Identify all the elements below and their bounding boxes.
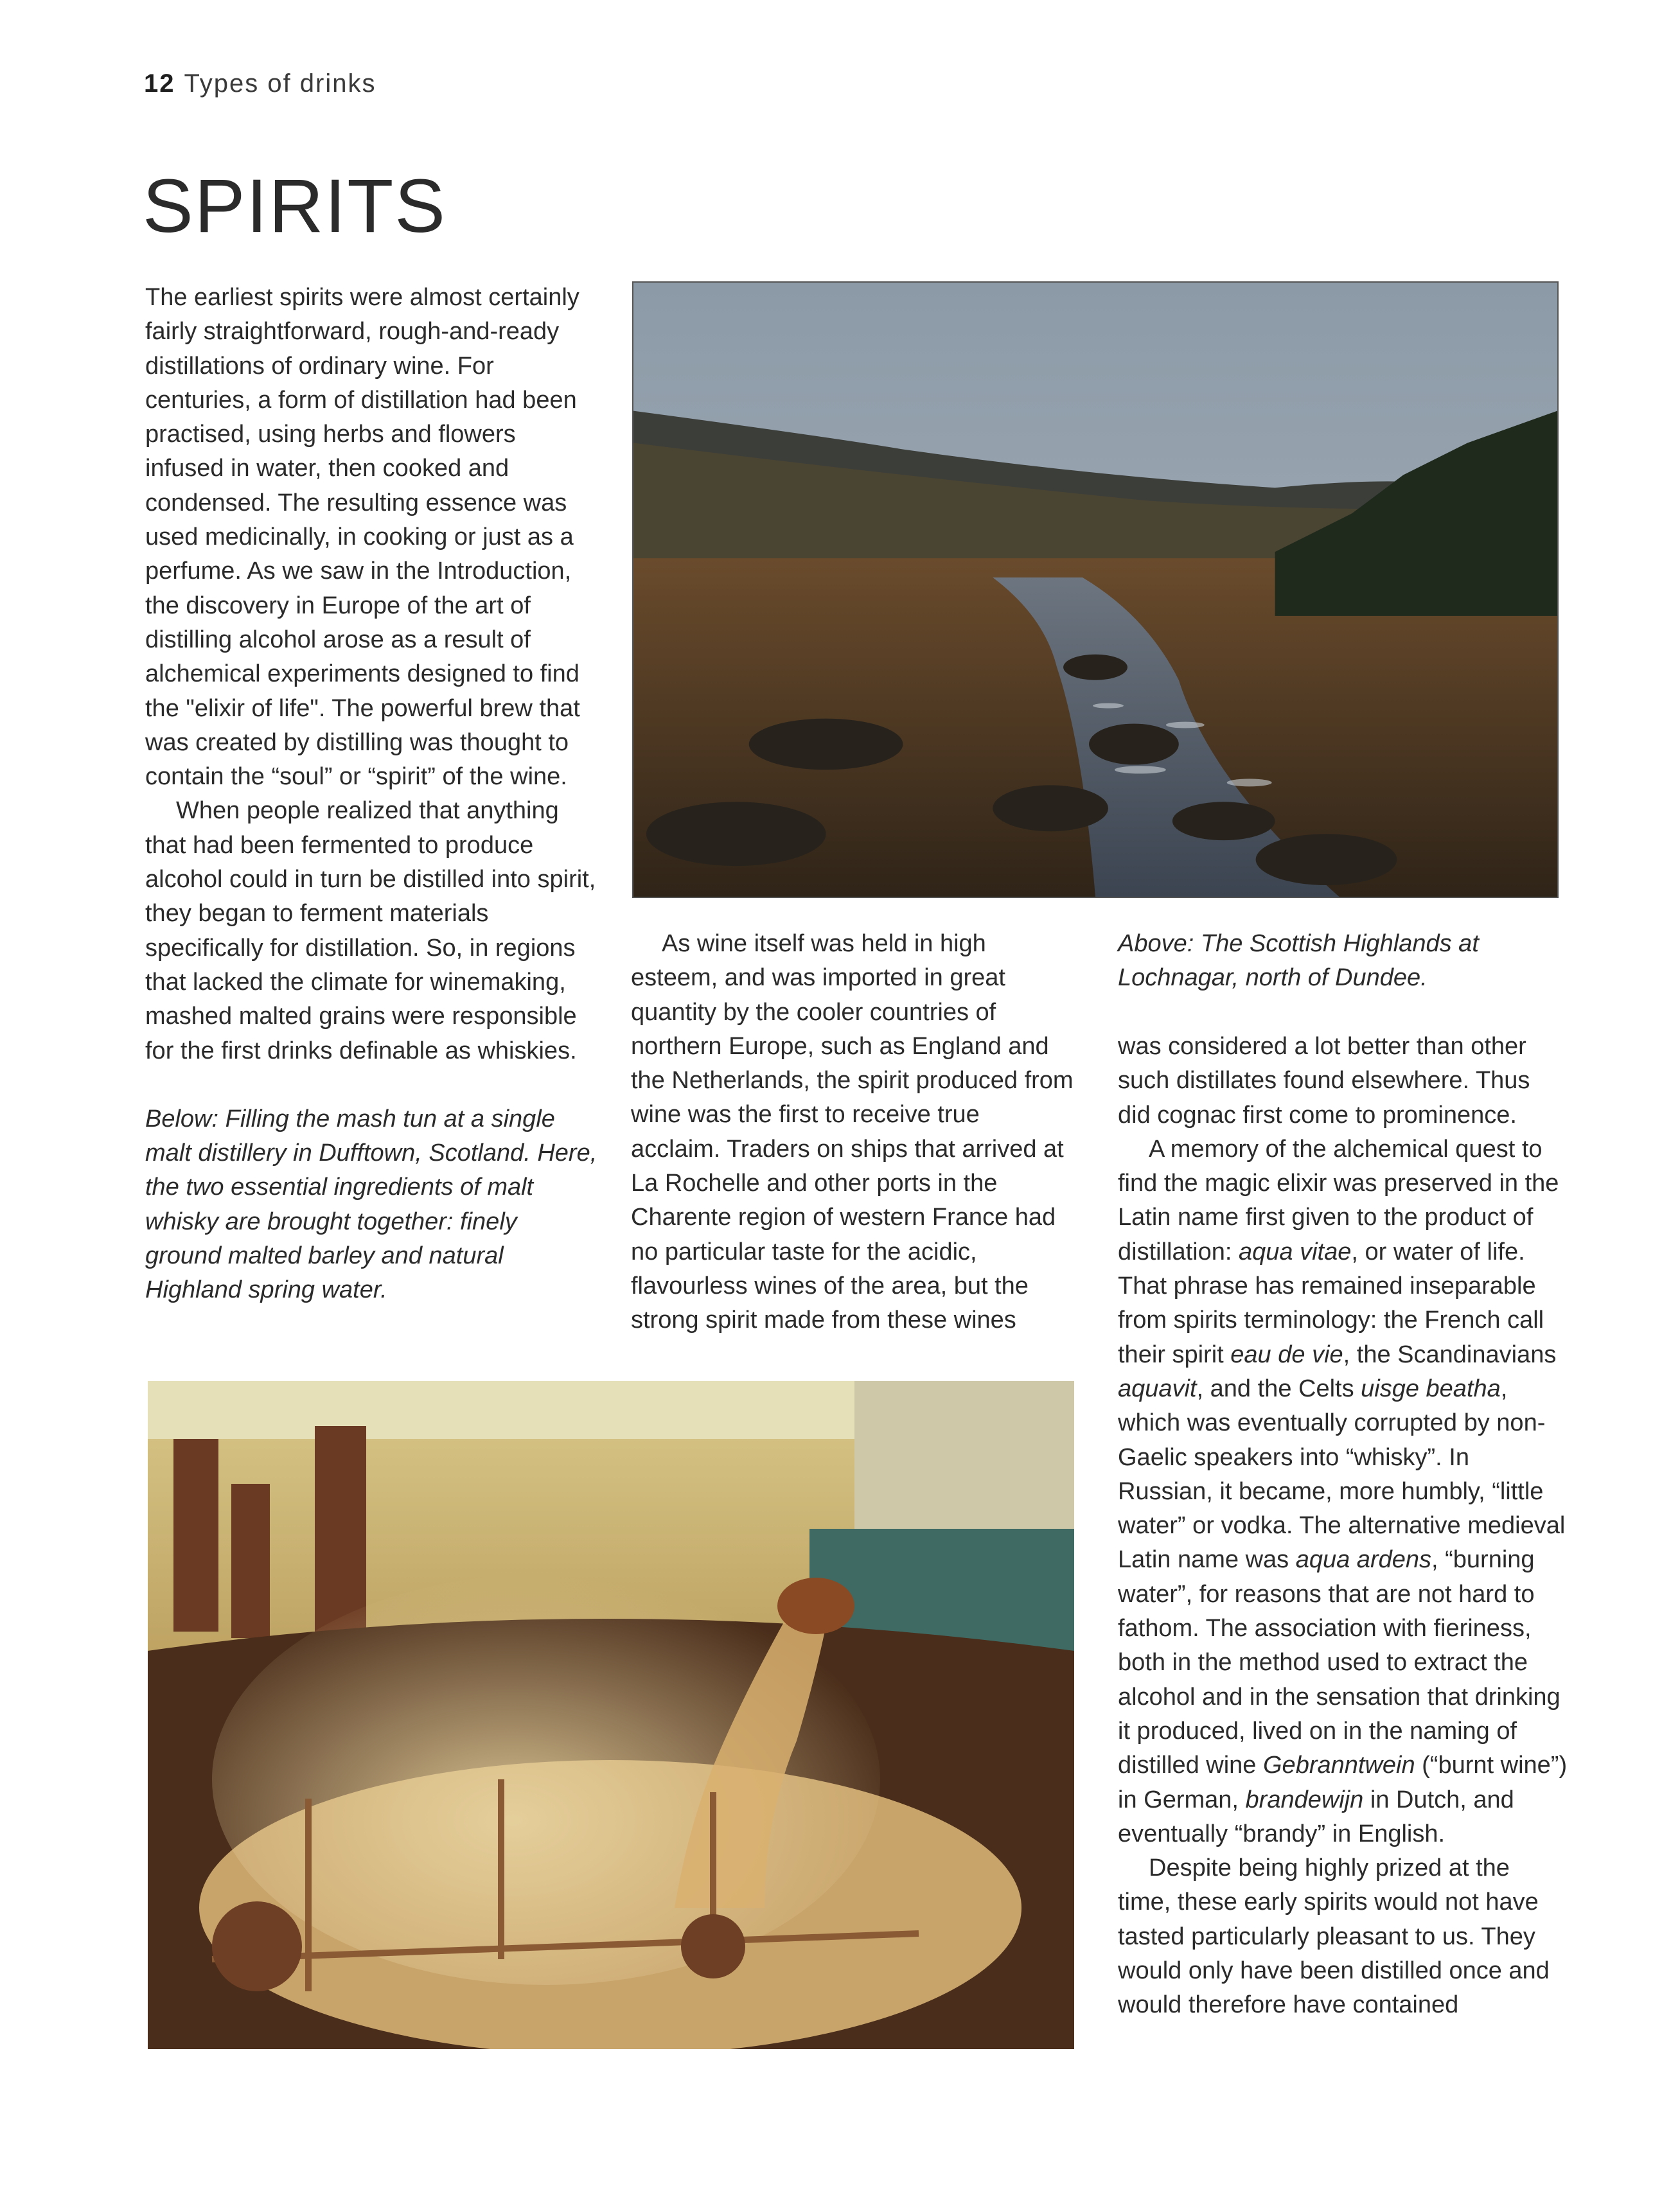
latin-term: aqua ardens: [1295, 1546, 1432, 1574]
text-run: A memory of the alchemical quest to find the magic elixir was preserved in the Latin name first given to the product of distillation:: [1118, 1135, 1559, 1265]
scandinavian-term: aquavit: [1118, 1375, 1197, 1402]
page-number: 12: [144, 69, 175, 98]
french-term: eau de vie: [1230, 1341, 1343, 1368]
celtic-term: uisge beatha: [1361, 1375, 1501, 1402]
paragraph: The earliest spirits were almost certainly fairly straightforward, rough-and-ready distillations of ordinary wine. For centuries, a form of distillation had been practised, using herbs and flowers infused in water, then cooked and condensed. The resulting essence was used medicinally, in cooking or just as a perfume. As we saw in the Introduction, the discovery in Europe of the art of distilling alcohol arose as a result of alchemical experiments designed to find the "elixir of life". The powerful brew that was created by distilling was thought to contain the “soul” or “spirit” of the wine.: [145, 284, 580, 791]
text-run: , or water of life. That phrase has remained inseparable from spirits terminology: the French call their spirit: [1118, 1238, 1544, 1368]
page-title: SPIRITS: [143, 164, 447, 249]
paragraph: was considered a lot better than other such distillates found elsewhere. Thus did cognac first come to prominence.: [1118, 1033, 1530, 1129]
distillery-photo: [148, 1381, 1074, 2049]
text-run: , the Scandinavians: [1343, 1341, 1557, 1368]
text-run: , and the Celts: [1196, 1375, 1361, 1402]
paragraph: Despite being highly prized at the time, these early spirits would not have tasted particularly pleasant to us. They would only have been distilled once and would therefore have contained: [1118, 1854, 1550, 2019]
text-run: , which was eventually corrupted by non-Gaelic speakers into “whisky”. In Russian, it became, more humbly, “little water” or vodka. The alternative medieval Latin name was: [1118, 1375, 1566, 1574]
column-1: [145, 281, 599, 1308]
paragraph: [1118, 1132, 1568, 1851]
caption-above: Above: The Scottish Highlands at Lochnagar, north of Dundee.: [1118, 930, 1479, 992]
caption-below: Below: Filling the mash tun at a single malt distillery in Dufftown, Scotland. Here, the two essential ingredients of malt whisky are brought together: finely ground malted barley and natural Highland spring water.: [145, 1105, 597, 1304]
paragraph: As wine itself was held in high esteem, and was imported in great quantity by the cooler countries of northern Europe, such as England and the Netherlands, the spirit produced from wine was the first to receive true acclaim. Traders on ships that arrived at La Rochelle and other ports in the Charente region of western France had no particular taste for the acidic, flavourless wines of the area, but the strong spirit made from these wines: [631, 930, 1074, 1334]
german-term: Gebranntwein: [1263, 1752, 1415, 1779]
column-3: [1118, 1030, 1568, 2023]
column-2: [631, 927, 1074, 1338]
highlands-illustration: [633, 283, 1557, 897]
distillery-illustration: [148, 1381, 1074, 2049]
latin-term: aqua vitae: [1238, 1238, 1352, 1265]
section-title: Types of drinks: [184, 69, 376, 98]
paragraph: When people realized that anything that had been fermented to produce alcohol could in turn be distilled into spirit, they began to ferment materials specifically for distillation. So, in regions that lacked the climate for winemaking, mashed malted grains were responsible for the first drinks definable as whiskies.: [145, 797, 596, 1064]
text-run: in Dutch, and eventually “brandy” in English.: [1118, 1786, 1514, 1847]
text-run: , “burning water”, for reasons that are not hard to fathom. The association with fieriness, both in the method used to extract the alcohol and in the sensation that drinking it produced, lived on in the naming of distilled wine: [1118, 1546, 1561, 1779]
dutch-term: brandewijn: [1245, 1786, 1364, 1813]
running-header: [144, 69, 376, 98]
highlands-photo: [632, 281, 1559, 898]
text-run: (“burnt wine”) in German,: [1118, 1752, 1568, 1813]
